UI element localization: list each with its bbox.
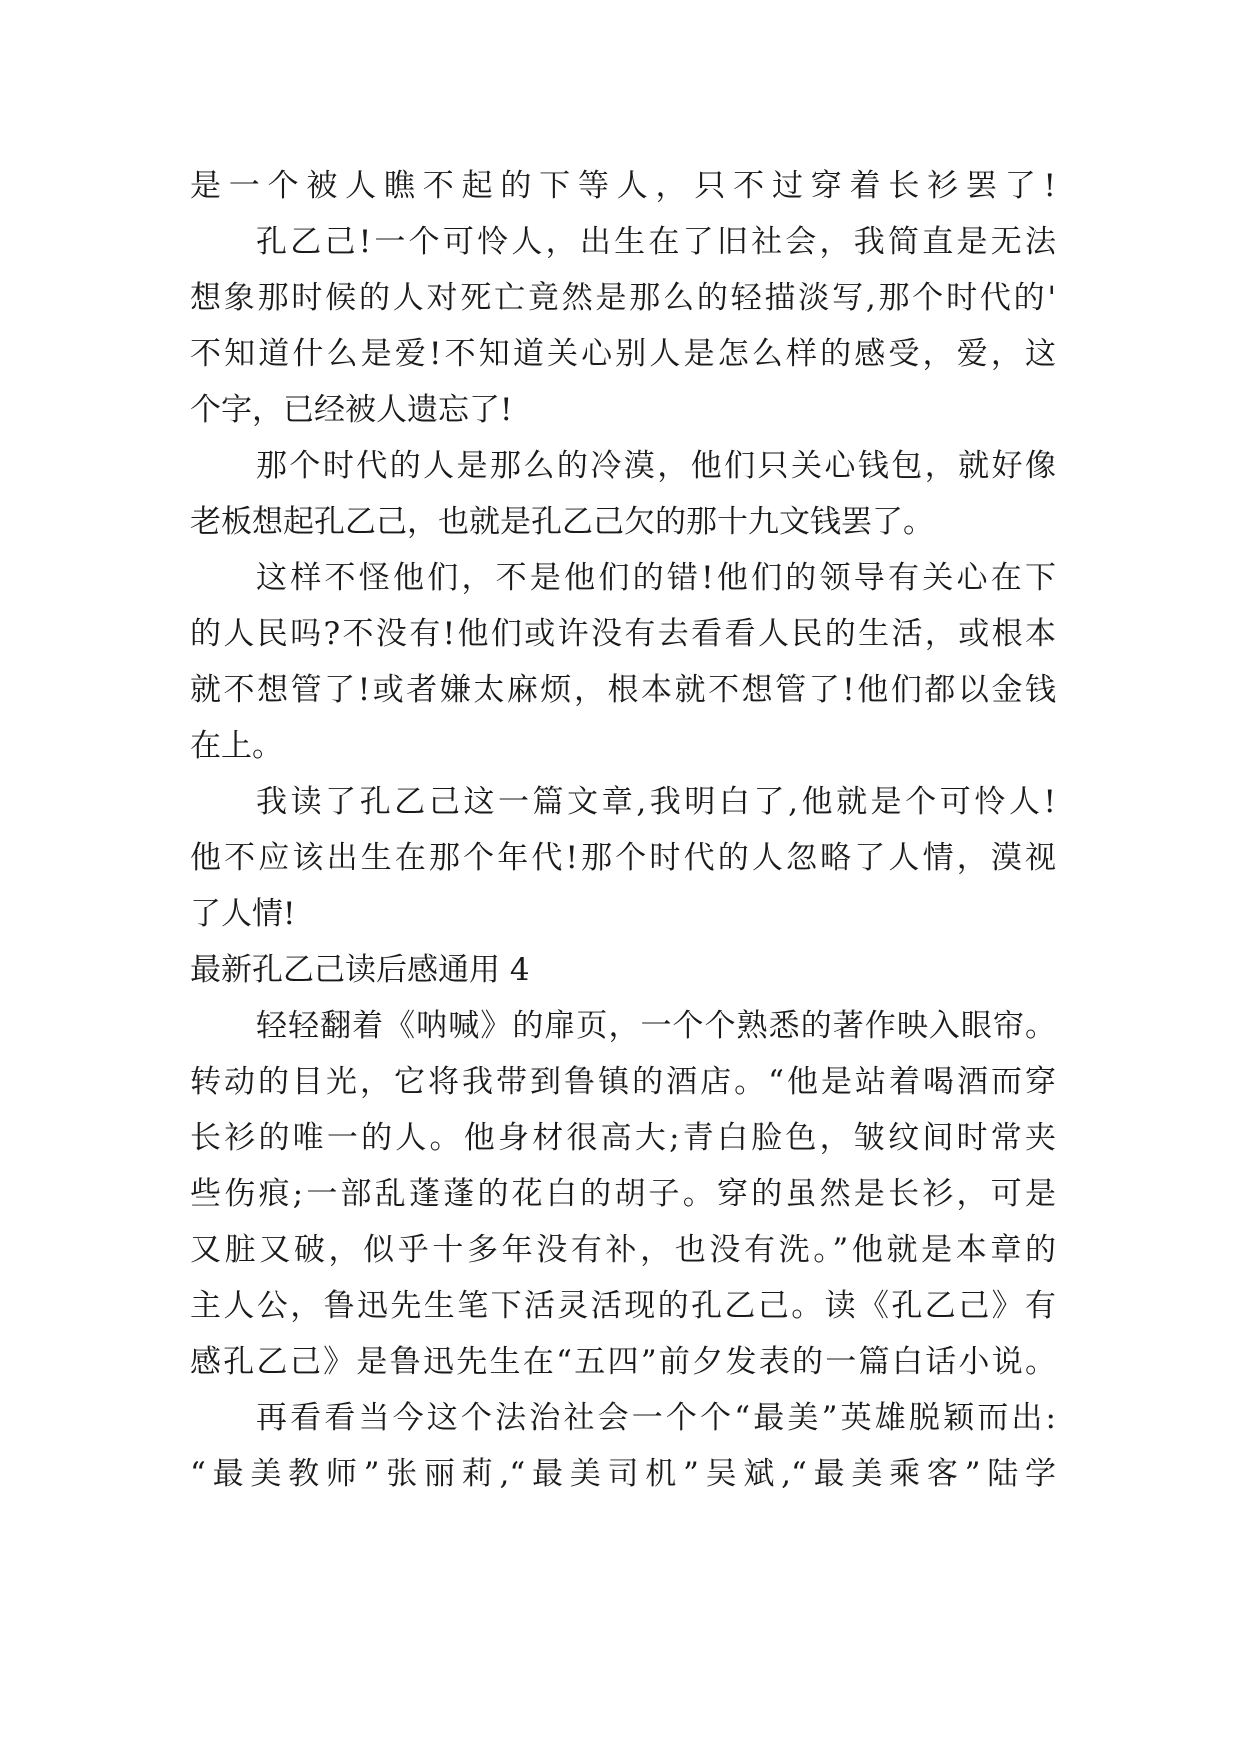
text-line: 感孔乙己》是鲁迅先生在“五四”前夕发表的一篇白话小说。	[190, 1344, 1056, 1380]
paragraph-first-line: 我读了孔乙己这一篇文章,我明白了,他就是个可怜人!	[256, 784, 1056, 820]
text-line: 是一个被人瞧不起的下等人，只不过穿着长衫罢了!	[190, 168, 1056, 204]
text-line: 些伤痕;一部乱蓬蓬的花白的胡子。穿的虽然是长衫，可是	[190, 1176, 1056, 1212]
paragraph-first-line: 孔乙己!一个可怜人，出生在了旧社会，我简直是无法	[256, 224, 1056, 260]
document-body	[190, 158, 1056, 1502]
text-line: “最美教师”张丽莉,“最美司机”吴斌,“最美乘客”陆学	[190, 1456, 1056, 1492]
text-line: 转动的目光，它将我带到鲁镇的酒店。“他是站着喝酒而穿	[190, 1064, 1056, 1100]
paragraph-first-line: 那个时代的人是那么的冷漠，他们只关心钱包，就好像	[256, 448, 1056, 484]
paragraph-first-line: 再看看当今这个法治社会一个个“最美”英雄脱颖而出:	[256, 1400, 1056, 1436]
text-line: 了人情!	[190, 896, 296, 932]
text-line: 在上。	[190, 728, 283, 764]
text-line: 长衫的唯一的人。他身材很高大;青白脸色，皱纹间时常夹	[190, 1120, 1056, 1156]
text-line: 个字，已经被人遗忘了!	[190, 392, 513, 428]
text-line: 老板想起孔乙己，也就是孔乙己欠的那十九文钱罢了。	[190, 504, 934, 540]
paragraph-first-line: 这样不怪他们，不是他们的错!他们的领导有关心在下	[256, 560, 1056, 596]
text-line: 不知道什么是爱!不知道关心别人是怎么样的感受，爱，这	[190, 336, 1056, 372]
text-line: 的人民吗?不没有!他们或许没有去看看人民的生活，或根本	[190, 616, 1056, 652]
text-line: 主人公，鲁迅先生笔下活灵活现的孔乙己。读《孔乙己》有	[190, 1288, 1056, 1324]
paragraph-first-line: 轻轻翻着《呐喊》的扉页，一个个熟悉的著作映入眼帘。	[256, 1008, 1056, 1044]
text-line: 想象那时候的人对死亡竟然是那么的轻描淡写,那个时代的'	[190, 280, 1056, 316]
text-line: 又脏又破，似乎十多年没有补，也没有洗。”他就是本章的	[190, 1232, 1056, 1268]
text-line: 就不想管了!或者嫌太麻烦，根本就不想管了!他们都以金钱	[190, 672, 1056, 708]
text-line: 他不应该出生在那个年代!那个时代的人忽略了人情，漠视	[190, 840, 1056, 876]
section-heading: 最新孔乙己读后感通用 4	[190, 952, 530, 988]
